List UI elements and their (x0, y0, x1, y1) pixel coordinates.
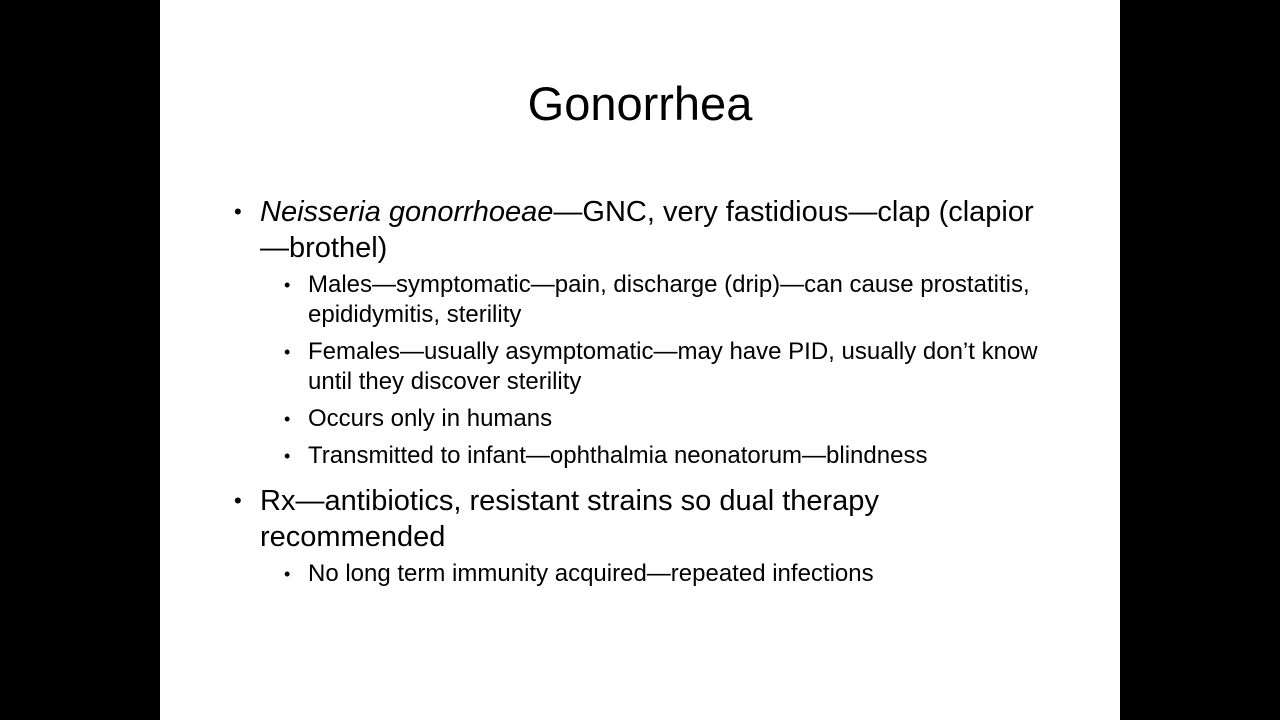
bullet-icon: • (284, 564, 291, 584)
sub-bullet-point (232, 441, 1052, 471)
sub-bullet-text: Males—symptomatic—pain, discharge (drip)—can cause prostatitis, epididymitis, sterility (308, 271, 1030, 328)
slide (160, 0, 1120, 720)
bullet-icon: • (284, 446, 291, 466)
bullet-text: Rx—antibiotics, resistant strains so dual therapy recommended (260, 485, 879, 553)
sub-bullet-list (232, 559, 1052, 589)
sub-bullet-text: Females—usually asymptomatic—may have PID, usually don’t know until they discover sterility (308, 338, 1038, 395)
sub-bullet-point (232, 337, 1052, 397)
bullet-icon: • (284, 275, 291, 295)
bullet-icon: • (234, 199, 242, 224)
sub-bullet-list (232, 270, 1052, 471)
bullet-icon: • (284, 342, 291, 362)
bullet-icon: • (284, 409, 291, 429)
slide-content (232, 194, 1052, 601)
sub-bullet-text: No long term immunity acquired—repeated infections (308, 560, 874, 587)
bullet-point (232, 194, 1052, 266)
sub-bullet-point (232, 270, 1052, 330)
bullet-icon: • (234, 488, 242, 513)
bullet-point (232, 483, 1052, 555)
sub-bullet-text: Occurs only in humans (308, 405, 553, 432)
bullet-text: —GNC, very fastidious—clap (clapior—brothel) (260, 196, 1034, 264)
sub-bullet-point (232, 404, 1052, 434)
sub-bullet-point (232, 559, 1052, 589)
sub-bullet-text: Transmitted to infant—ophthalmia neonatorum—blindness (308, 442, 928, 469)
slide-title: Gonorrhea (527, 77, 753, 130)
bullet-italic-lead: Neisseria gonorrhoeae (260, 196, 554, 228)
